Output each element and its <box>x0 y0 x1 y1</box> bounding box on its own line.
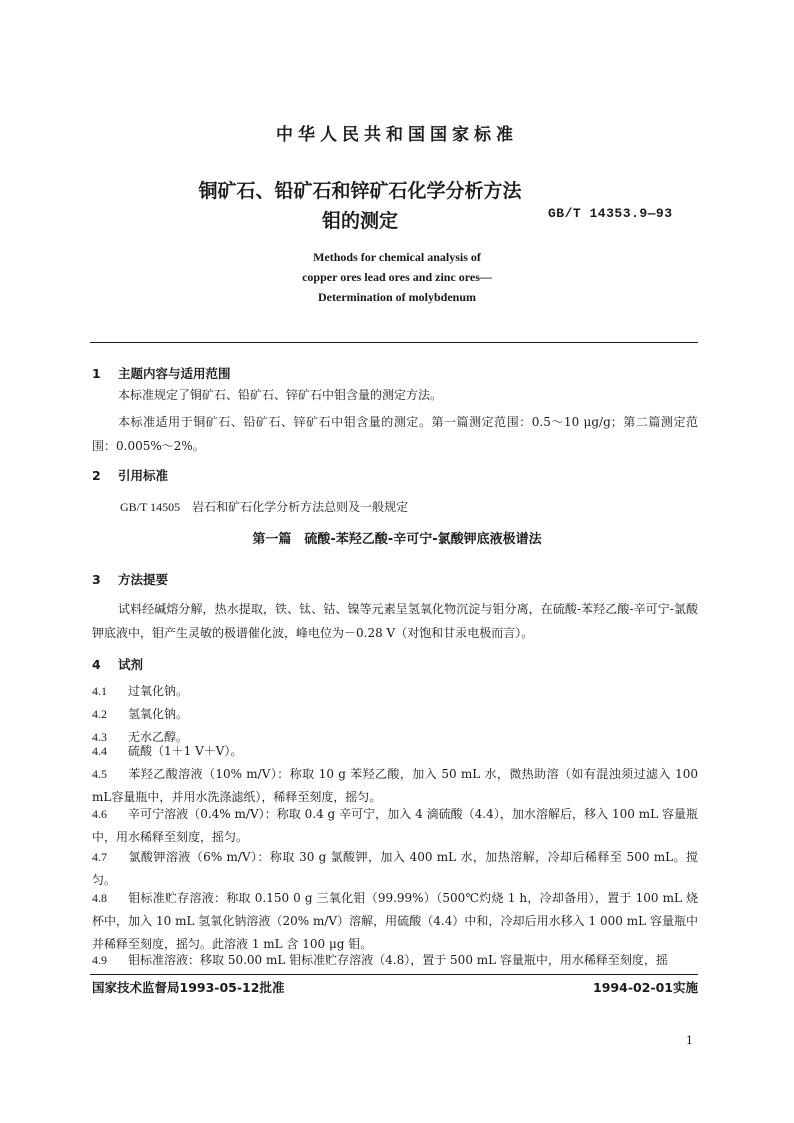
reagent-number: 4.2 <box>92 707 107 721</box>
reagent-item <box>92 803 698 849</box>
header-divider <box>90 342 698 343</box>
reagent-number: 4.5 <box>92 767 107 781</box>
section-4-heading <box>92 655 143 673</box>
reagent-text: 钼标准贮存溶液：称取 0.150 0 g 三氧化钼（99.99%）（500℃灼烧 1 h，冷却备用），置于 100 mL 烧杯中，加入 10 mL 氢氧化钠溶液（20% m/V）溶解，用硫酸（4.4）中和，冷却后用水移入 1 000 mL 容量瓶中并稀释至刻度，摇匀。此溶液 1 mL 含 100 μg 钼。 <box>92 891 698 951</box>
section-4-number: 4 <box>92 657 101 672</box>
reagent-number: 4.6 <box>92 807 107 821</box>
section-2-number: 2 <box>92 468 101 483</box>
title-cn-line2: 钼的测定 <box>321 210 398 232</box>
reagent-item <box>92 846 698 892</box>
section-1-paragraph-2: 本标准适用于铜矿石、铅矿石、锌矿石中钼含量的测定。第一篇测定范围：0.5～10 μg/g；第二篇测定范围：0.005%～2%。 <box>92 415 698 453</box>
reagent-text: 辛可宁溶液（0.4% m/V）：称取 0.4 g 辛可宁，加入 4 滴硫酸（4.4），加水溶解后，移入 100 mL 容量瓶中，用水稀释至刻度，摇匀。 <box>92 807 698 844</box>
reagent-number: 4.7 <box>92 850 107 864</box>
reference-standard <box>120 498 408 515</box>
reagent-item <box>92 740 698 763</box>
standard-number: GB/T 14353.9—93 <box>548 206 673 221</box>
section-1-number: 1 <box>92 366 101 381</box>
reagent-item <box>92 703 698 726</box>
section-2-heading <box>92 466 168 484</box>
reagent-text: 硫酸（1＋1 V＋V）。 <box>128 744 243 758</box>
section-4-title: 试剂 <box>118 657 144 672</box>
footer-divider <box>90 974 698 975</box>
reagent-text: 氢氧化钠。 <box>128 707 189 721</box>
reagent-text: 钼标准溶液：移取 50.00 mL 钼标准贮存溶液（4.8），置于 500 mL 容量瓶中，用水稀释至刻度，摇 <box>128 953 668 967</box>
title-en-line1: Methods for chemical analysis of <box>313 250 481 264</box>
reagent-text: 无水乙醇。 <box>128 730 189 744</box>
reagent-number: 4.3 <box>92 730 107 744</box>
title-en-line2: copper ores lead ores and zinc ores— <box>302 270 492 284</box>
reagent-item <box>92 887 698 956</box>
reagent-number: 4.9 <box>92 953 107 967</box>
reagent-text: 苯羟乙酸溶液（10% m/V）：称取 10 g 苯羟乙酸，加入 50 mL 水，微热助溶（如有混浊须过滤入 100 mL容量瓶中，并用水洗涤滤纸），稀释至刻度，摇匀。 <box>92 767 698 804</box>
reagent-text: 过氧化钠。 <box>128 684 189 698</box>
reference-code: GB/T 14505 <box>120 500 181 514</box>
section-3-heading <box>92 570 168 588</box>
title-cn-line1: 铜矿石、铅矿石和锌矿石化学分析方法 <box>198 180 522 202</box>
reagent-item <box>92 680 698 703</box>
section-1-heading <box>92 364 231 382</box>
reagent-text: 氯酸钾溶液（6% m/V）：称取 30 g 氯酸钾，加入 400 mL 水，加热溶解，冷却后稀释至 500 mL。搅匀。 <box>92 850 698 887</box>
reagent-number: 4.8 <box>92 891 107 905</box>
part-1-title: 第一篇 硫酸-苯羟乙酸-辛可宁-氯酸钾底液极谱法 <box>252 532 542 547</box>
approval-date: 国家技术监督局1993-05-12批准 <box>92 980 285 995</box>
section-3-title: 方法提要 <box>118 572 169 587</box>
section-3-paragraph: 试料经碱熔分解，热水提取，铁、钛、钴、镍等元素呈氢氧化物沉淀与钼分离，在硫酸-苯羟乙酸-辛可宁-氯酸钾底液中，钼产生灵敏的极谱催化波，峰电位为－0.28 V（对饱和甘汞电极而言）。 <box>92 602 698 640</box>
implementation-date: 1994-02-01实施 <box>593 980 698 995</box>
section-3-number: 3 <box>92 572 101 587</box>
reagent-number: 4.4 <box>92 744 107 758</box>
title-en-line3: Determination of molybdenum <box>318 290 476 304</box>
reagent-item <box>92 949 698 972</box>
page-number: 1 <box>686 1034 693 1047</box>
national-standard-heading: 中华人民共和国国家标准 <box>276 125 518 145</box>
section-1-paragraph-1: 本标准规定了铜矿石、铅矿石、锌矿石中钼含量的测定方法。 <box>118 388 443 402</box>
section-1-title: 主题内容与适用范围 <box>118 366 231 381</box>
reagent-number: 4.1 <box>92 684 107 698</box>
reference-title: 岩石和矿石化学分析方法总则及一般规定 <box>192 500 409 514</box>
section-2-title: 引用标准 <box>118 468 169 483</box>
